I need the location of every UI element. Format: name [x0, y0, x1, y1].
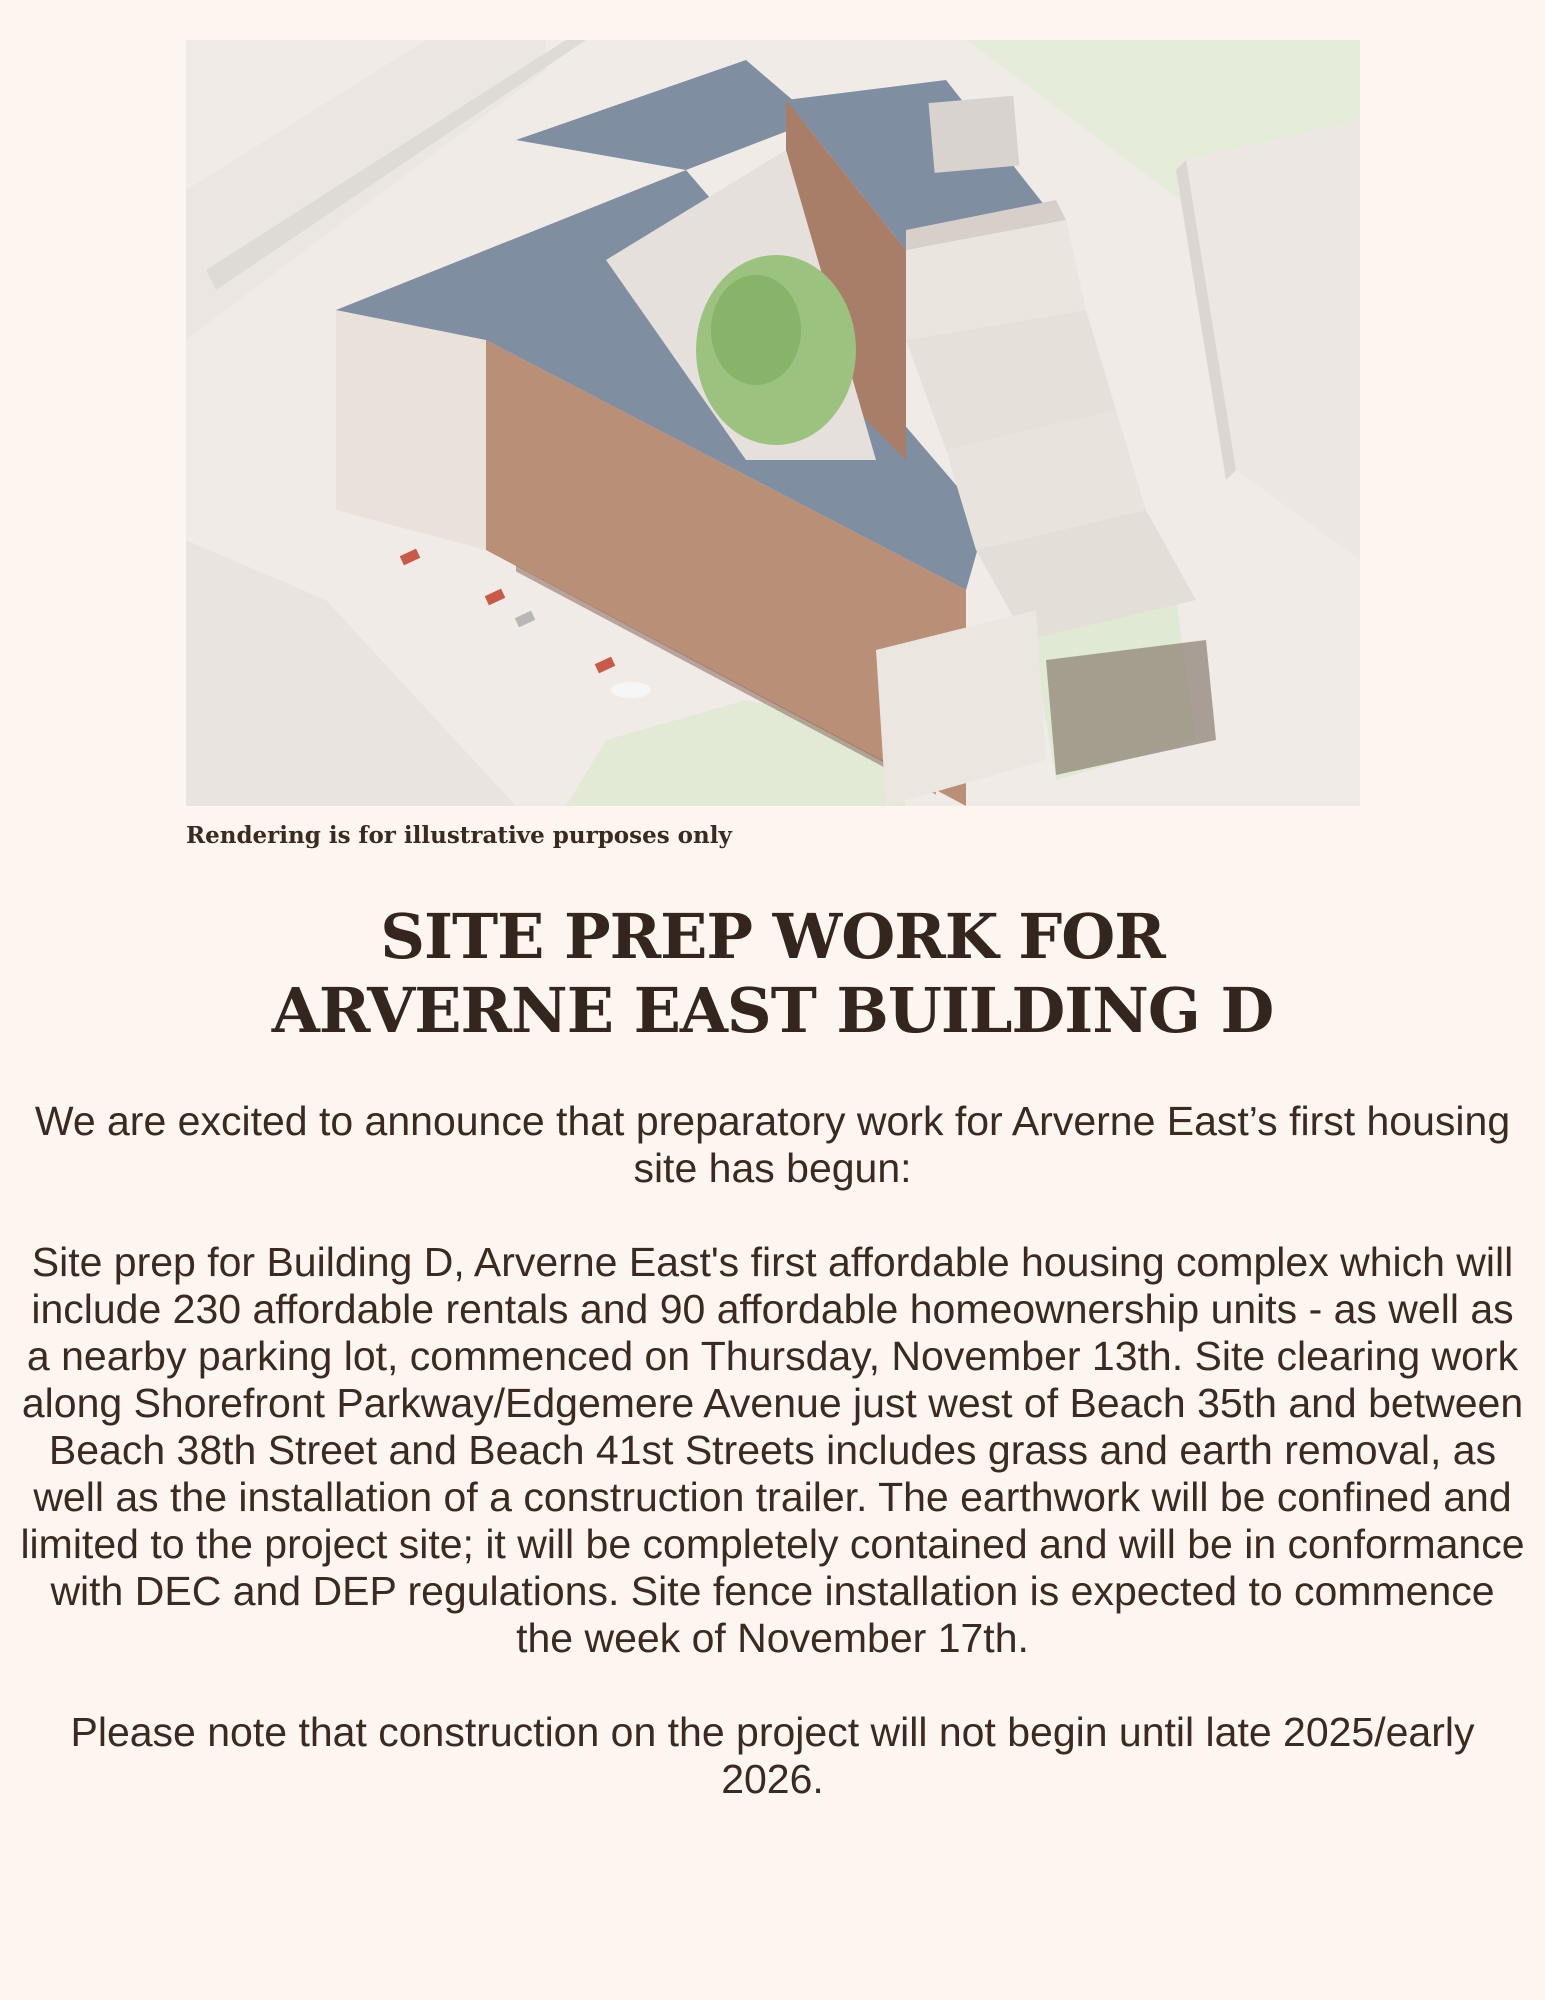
title-line-2: ARVERNE EAST BUILDING D [271, 974, 1274, 1047]
building-rendering-image [186, 40, 1360, 806]
page-title [0, 900, 1545, 1048]
intro-paragraph: We are excited to announce that preparatory work for Arverne East’s first housing site has begun: [34, 1098, 1511, 1191]
announcement-body [20, 1098, 1525, 1850]
image-caption: Rendering is for illustrative purposes only [186, 822, 732, 849]
building-rendering-illustration [186, 40, 1360, 806]
details-paragraph: Site prep for Building D, Arverne East's first affordable housing complex which will include 230 affordable rentals and 90 affordable homeownership units - as well as a nearby parking lot, commenced on Thursday, November 13th. Site clearing work along Shorefront Parkway/Edgemere Avenue just west of Beach 35th and between Beach 38th Street and Beach 41st Streets includes grass and earth removal, as well as the installation of a construction trailer. The earthwork will be confined and limited to the project site; it will be completely contained and will be in conformance with DEC and DEP regulations. Site fence installation is expected to commence the week of November 17th. [20, 1239, 1525, 1661]
title-line-1: SITE PREP WORK FOR [380, 900, 1165, 973]
note-paragraph: Please note that construction on the project will not begin until late 2025/early 2026. [70, 1709, 1475, 1802]
